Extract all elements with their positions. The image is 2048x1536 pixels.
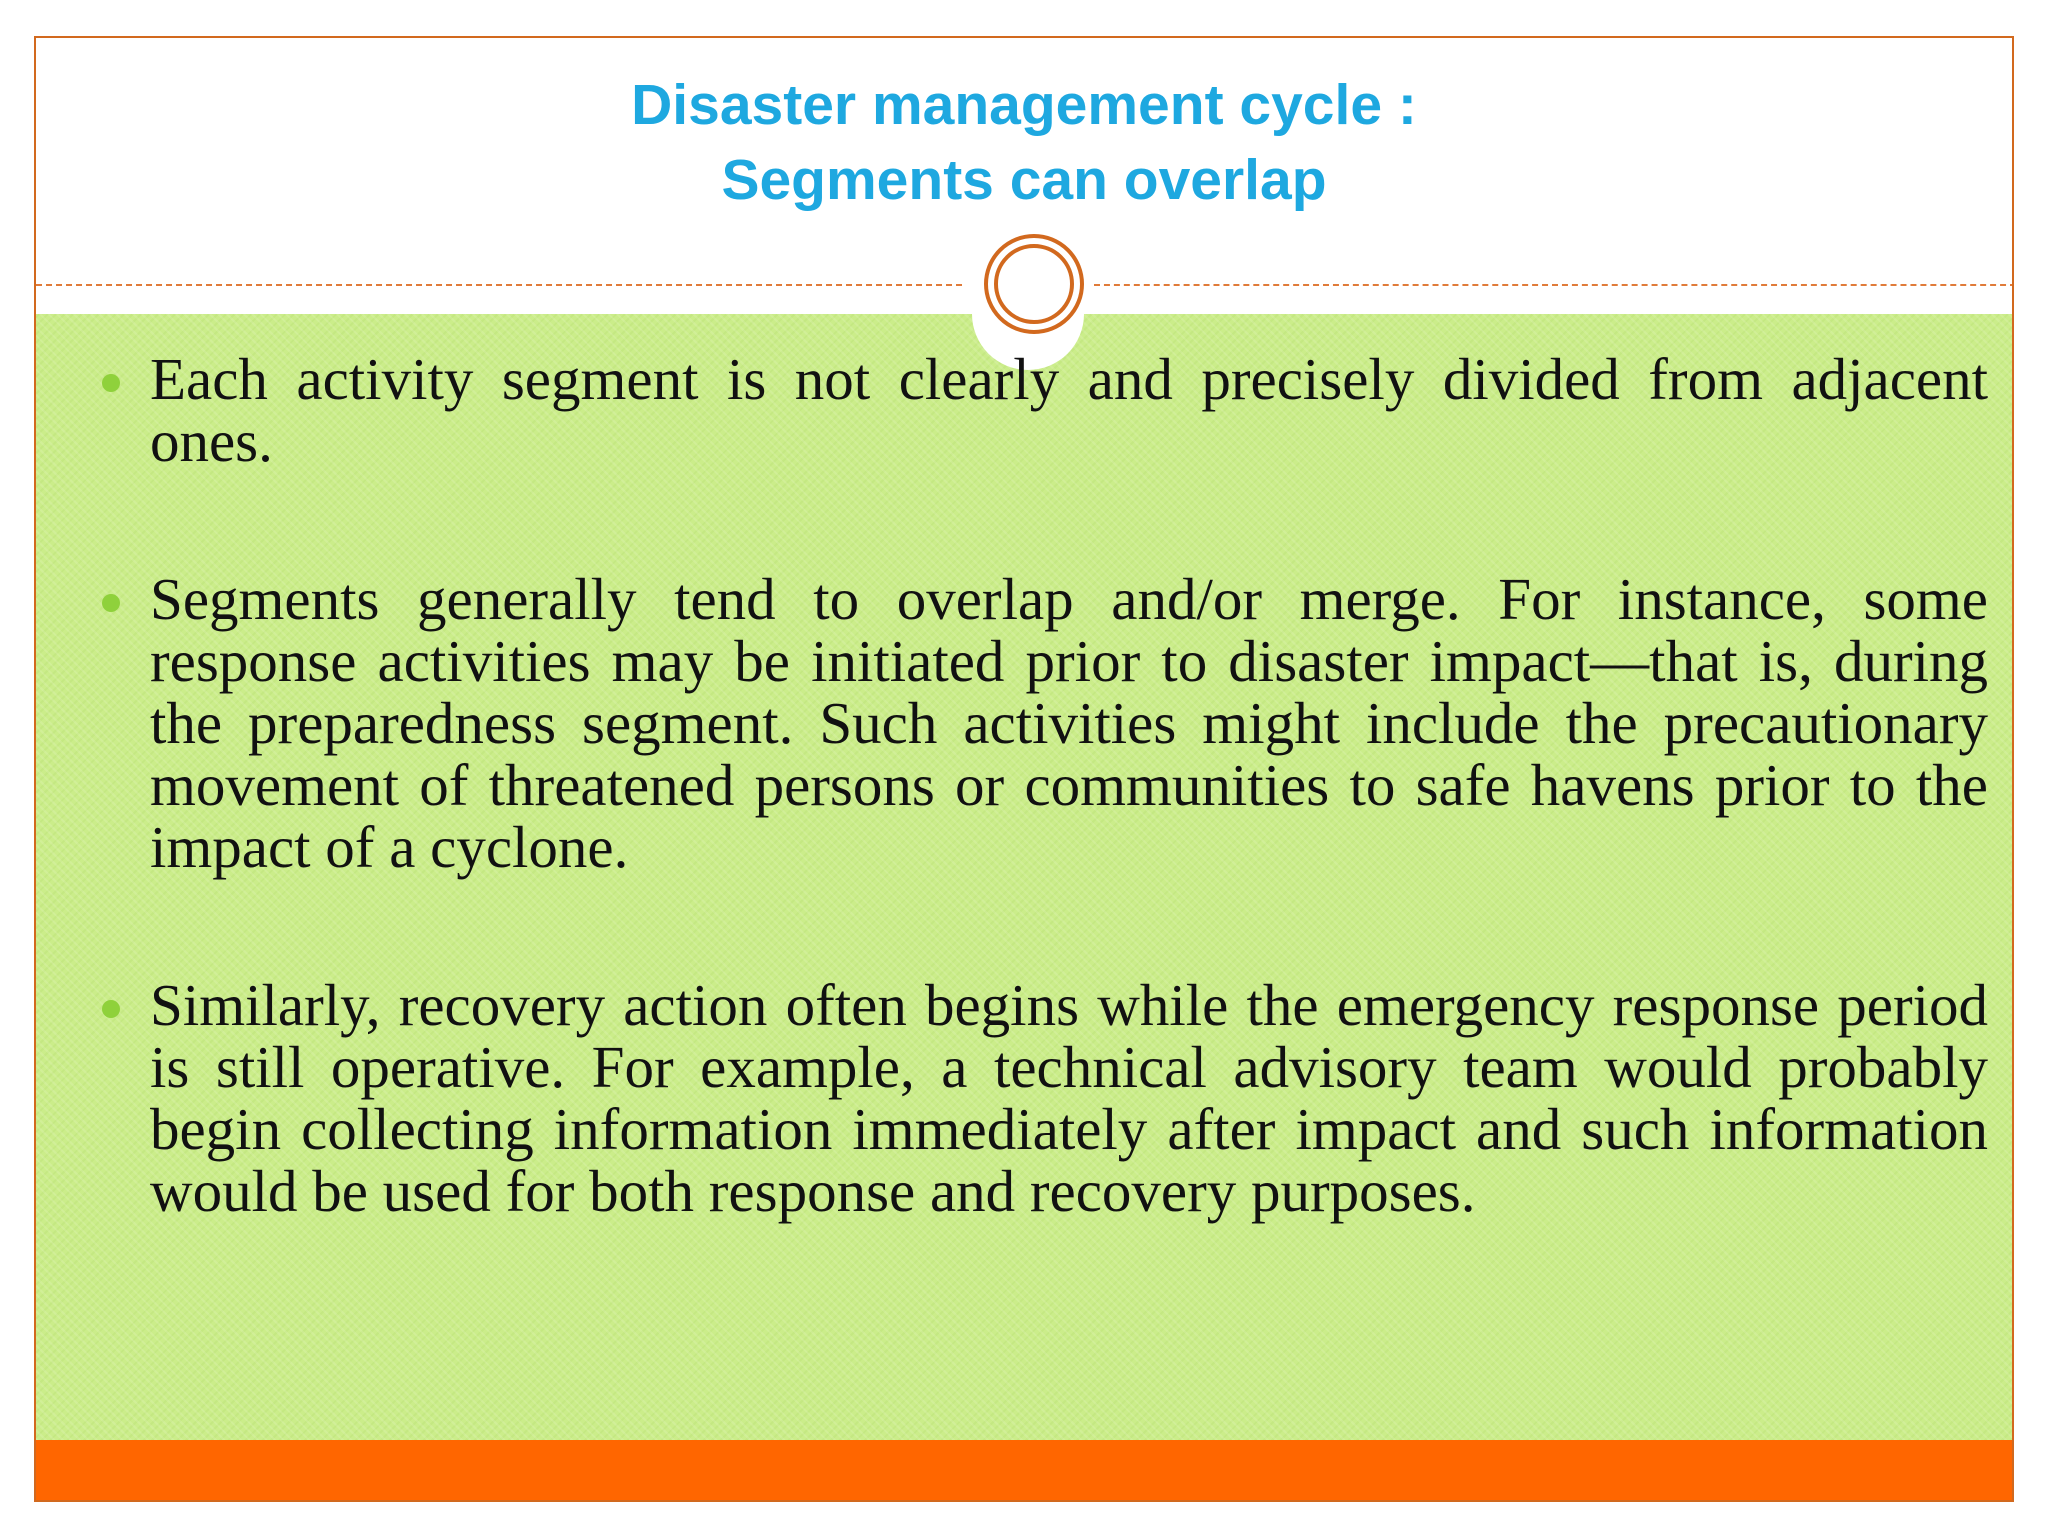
ring-ornament-inner-icon	[994, 244, 1074, 324]
bullet-dot-icon	[102, 374, 120, 392]
slide-frame	[34, 36, 2014, 1502]
bullet-list	[150, 348, 1988, 1318]
dashed-divider-left	[36, 284, 962, 286]
bullet-text: Segments generally tend to overlap and/or merge. For instance, some response activities may be initiated prior to disaster impact—that is, during the preparedness segment. Such activities might include the precautionary movement of threatened persons or communities to safe havens prior to the impact of a cyclone.	[150, 566, 1988, 880]
bullet-item-1	[150, 348, 1988, 472]
bullet-text: Each activity segment is not clearly and precisely divided from adjacent ones.	[150, 346, 1988, 474]
bullet-dot-icon	[102, 1000, 120, 1018]
slide-title-line-2: Segments can overlap	[721, 148, 1327, 212]
slide-title-line-1: Disaster management cycle :	[631, 73, 1417, 137]
slide-title	[36, 68, 2012, 218]
bottom-accent-bar	[36, 1440, 2012, 1502]
bullet-item-2	[150, 568, 1988, 878]
bullet-dot-icon	[102, 594, 120, 612]
dashed-divider-right	[1094, 284, 2014, 286]
bullet-item-3	[150, 974, 1988, 1222]
bullet-text: Similarly, recovery action often begins while the emergency response period is still operative. For example, a technical advisory team would probably begin collecting information immediately after impact and such information would be used for both response and recovery purposes.	[150, 972, 1988, 1224]
